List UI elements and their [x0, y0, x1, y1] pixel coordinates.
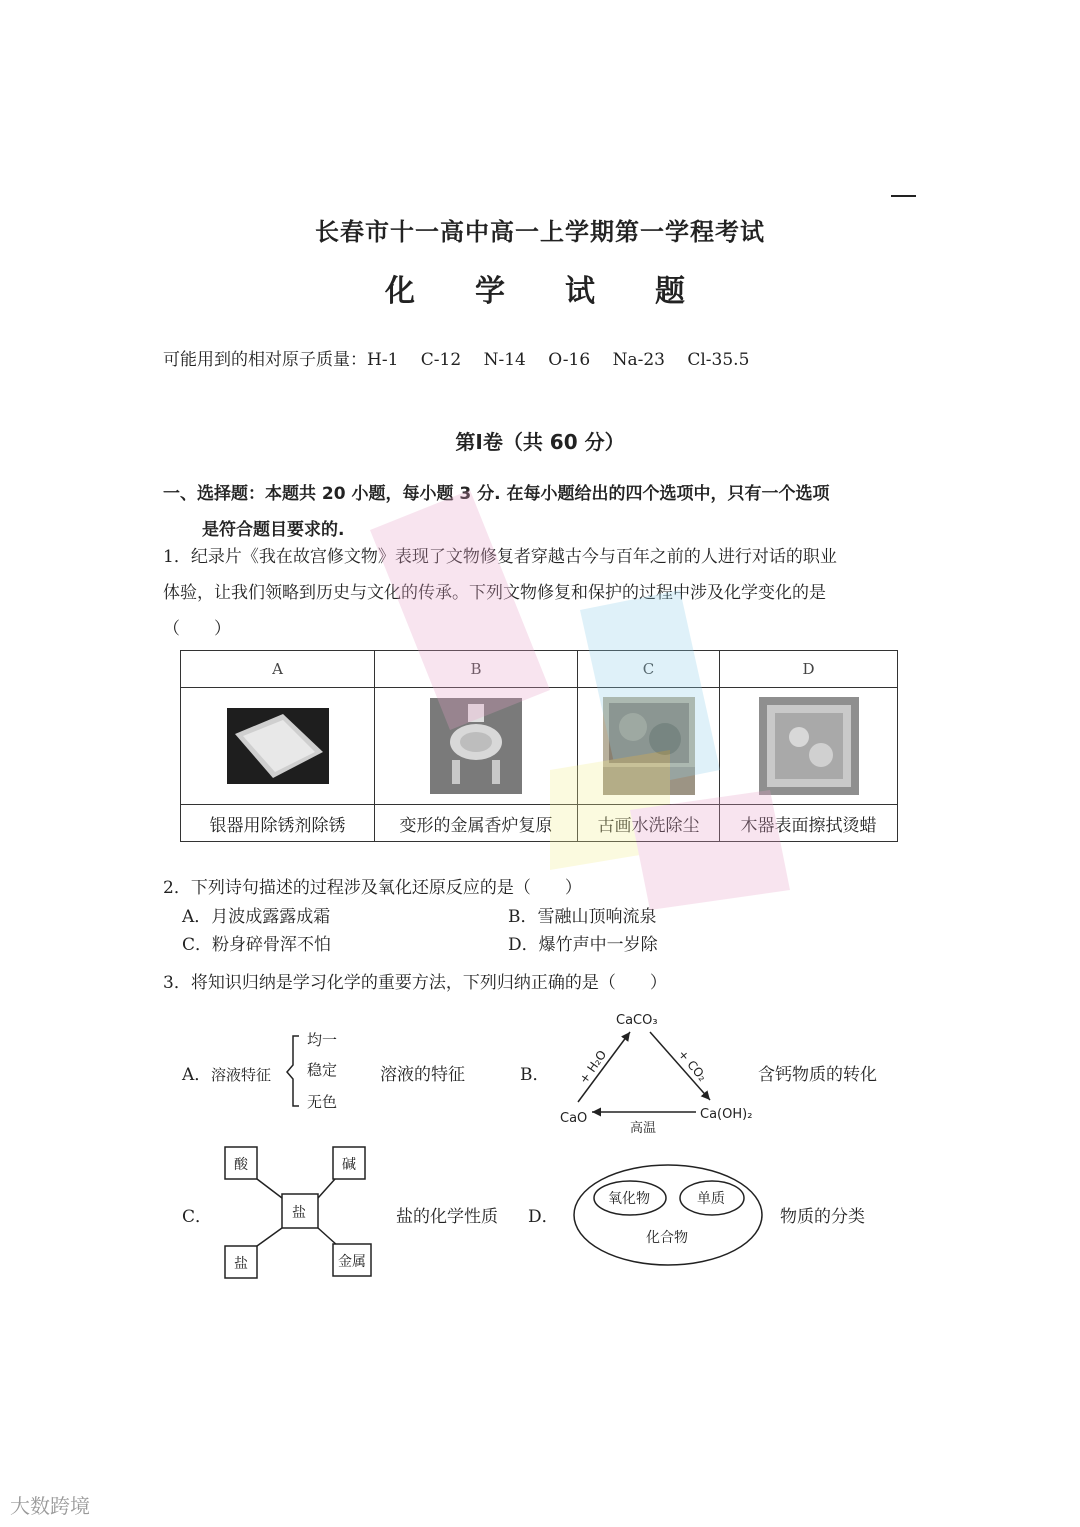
oxide-label: 氧化物	[608, 1191, 650, 1207]
footer-watermark: 大数跨境	[10, 1494, 90, 1518]
section-instructions-cont: 是符合题目要求的.	[202, 520, 345, 540]
q1-photo-cell-c	[578, 688, 720, 805]
q1-header-d: D	[720, 651, 898, 688]
solution-item: 无色	[307, 1093, 338, 1111]
q3-option-c-letter: C．	[182, 1207, 213, 1227]
silverware-photo	[227, 708, 329, 784]
h2o-label: + H₂O	[576, 1047, 610, 1087]
q1-stem-line3: （ ）	[163, 619, 231, 639]
section-instructions: 一、选择题：本题共 20 小题，每小题 3 分. 在每小题给出的四个选项中，只有一个选项	[163, 484, 830, 504]
q3-option-b-letter: B．	[520, 1065, 550, 1085]
heat-label: 高温	[630, 1121, 657, 1136]
q3-option-d-label: 物质的分类	[780, 1207, 865, 1227]
volume-title: 第Ⅰ卷（共 60 分）	[455, 430, 625, 454]
exam-title: 长春市十一高中高一上学期第一学程考试	[315, 218, 765, 246]
caco3-label: CaCO₃	[616, 1013, 658, 1028]
q3-option-d-letter: D．	[528, 1207, 559, 1227]
q3-option-a-label: 溶液的特征	[380, 1065, 465, 1085]
q1-caption-a: 银器用除锈剂除锈	[181, 805, 375, 842]
q1-header-a: A	[181, 651, 375, 688]
q2-stem: 2．下列诗句描述的过程涉及氧化还原反应的是（ ）	[163, 878, 582, 898]
censer-photo	[430, 698, 522, 794]
q1-photo-cell-d	[720, 688, 898, 805]
q1-photo-cell-b	[375, 688, 578, 805]
caoh2-label: Ca(OH)₂	[700, 1107, 753, 1122]
element-label: 单质	[697, 1191, 725, 1207]
metal-box: 金属	[338, 1254, 366, 1270]
q3-stem: 3．将知识归纳是学习化学的重要方法，下列归纳正确的是（ ）	[163, 973, 667, 993]
q3-a-bracket-diagram	[205, 1028, 355, 1118]
q1-header-b: B	[375, 651, 578, 688]
solution-item: 稳定	[307, 1061, 338, 1079]
q1-stem-line1: 1．纪录片《我在故宫修文物》表现了文物修复者穿越古今与百年之前的人进行对话的职业	[163, 547, 837, 567]
subject-char: 学	[475, 274, 505, 309]
q1-caption-c: 古画水洗除尘	[578, 805, 720, 842]
q3-option-a-letter: A．	[182, 1065, 212, 1085]
q1-caption-b: 变形的金属香炉复原	[375, 805, 578, 842]
wooden-panel-photo	[759, 697, 859, 795]
subject-char: 题	[655, 274, 685, 309]
painting-photo	[603, 697, 695, 795]
q1-photo-cell-a	[181, 688, 375, 805]
co2-label: + CO₂	[675, 1047, 710, 1085]
base-box: 碱	[342, 1157, 356, 1173]
cao-label: CaO	[560, 1111, 588, 1126]
q2-option-d: D．爆竹声中一岁除	[508, 935, 658, 955]
q3-b-calcium-cycle	[550, 1006, 760, 1136]
q1-stem-line2: 体验，让我们领略到历史与文化的传承。下列文物修复和保护的过程中涉及化学变化的是	[163, 583, 826, 603]
solution-item: 均一	[307, 1031, 338, 1049]
q1-options-table	[180, 650, 898, 842]
acid-box: 酸	[234, 1157, 248, 1173]
top-right-dash	[891, 195, 916, 197]
subject-title	[385, 266, 685, 310]
q2-option-c: C．粉身碎骨浑不怕	[182, 935, 332, 955]
q2-option-b: B．雪融山顶响流泉	[508, 907, 657, 927]
q3-option-c-label: 盐的化学性质	[396, 1207, 498, 1227]
q3-d-classification-diagram	[570, 1162, 766, 1268]
salt-center: 盐	[292, 1205, 306, 1221]
compound-label: 化合物	[646, 1230, 688, 1246]
subject-char: 化	[385, 274, 415, 309]
q3-c-salt-diagram	[220, 1142, 380, 1282]
q1-header-c: C	[578, 651, 720, 688]
salt-box: 盐	[234, 1256, 248, 1272]
atomic-masses: 可能用到的相对原子质量：H-1 C-12 N-14 O-16 Na-23 Cl-35.5	[163, 350, 750, 370]
subject-char: 试	[565, 274, 595, 309]
q2-option-a: A．月波成露露成霜	[182, 907, 331, 927]
solution-root: 溶液特征	[211, 1066, 272, 1084]
q3-option-b-label: 含钙物质的转化	[758, 1065, 877, 1085]
q1-caption-d: 木器表面擦拭烫蜡	[720, 805, 898, 842]
